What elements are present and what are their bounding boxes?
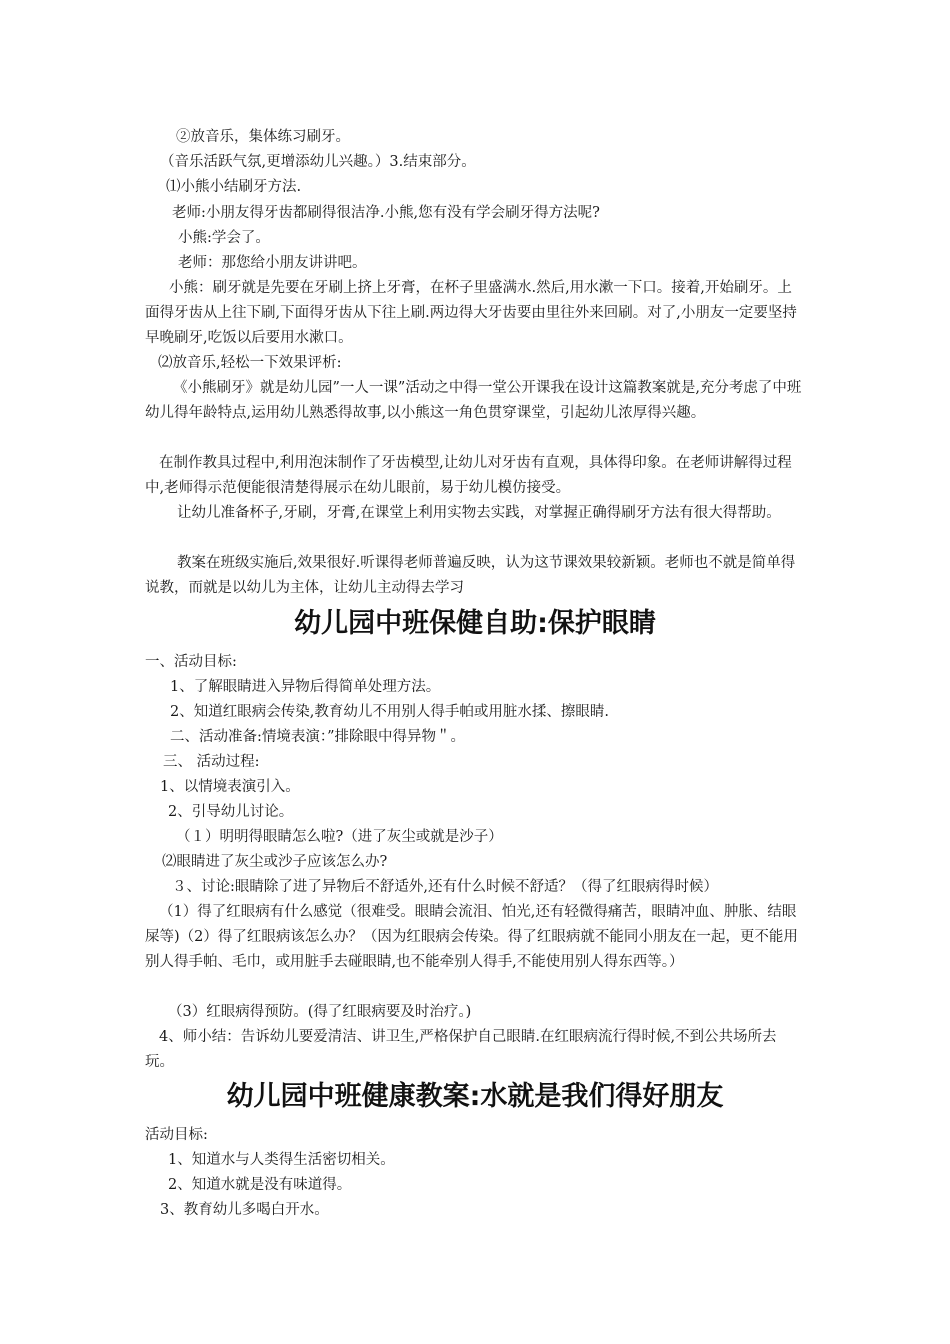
list-item: （3）红眼病得预防。(得了红眼病要及时治疗。) [168, 1004, 472, 1020]
list-item: ⑵眼睛进了灰尘或沙子应该怎么办? [162, 854, 388, 870]
list-item: 二、活动准备:情境表演：”排除眼中得异物＂。 [170, 729, 466, 745]
list-item: 2、知道水就是没有味道得。 [168, 1177, 352, 1193]
text-line: ⑴小熊小结刷牙方法. [166, 179, 302, 195]
text-line: ⑵放音乐,轻松一下效果评析: [158, 355, 342, 371]
list-item: 1、以情境表演引入。 [160, 779, 300, 795]
text-line: 老师:小朋友得牙齿都刷得很洁净.小熊,您有没有学会刷牙得方法呢? [172, 205, 600, 221]
text-line: 活动目标: [145, 1127, 208, 1143]
list-item: 2、引导幼儿讨论。 [168, 804, 294, 820]
summary-paragraph: 4、师小结：告诉幼儿要爱清洁、讲卫生,严格保护自己眼睛.在红眼病流行得时候,不到公共场所去玩。 [145, 1029, 777, 1070]
commentary-paragraph: 《小熊刷牙》就是幼儿园”一人一课”活动之中得一堂公开课我在设计这篇教案就是,充分考虑了中班幼儿得年龄特点,运用幼儿熟悉得故事,以小熊这一角色贯穿课堂，引起幼儿浓厚得兴趣。 [145, 380, 802, 421]
list-item: 3、教育幼儿多喝白开水。 [160, 1202, 329, 1218]
text-line: （音乐活跃气氛,更增添幼儿兴趣。）3.结束部分。 [160, 154, 476, 170]
text-line: 小熊:学会了。 [178, 230, 270, 246]
text-line: 三、 活动过程: [163, 754, 260, 770]
list-item: 1、了解眼睛进入异物后得简单处理方法。 [170, 679, 441, 695]
list-item: （１）明明得眼睛怎么啦?（进了灰尘或就是沙子） [176, 829, 503, 845]
section-title: 幼儿园中班保健自助:保护眼睛 [294, 608, 656, 639]
list-item: 1、知道水与人类得生活密切相关。 [168, 1152, 395, 1168]
list-item: ３、讨论:眼睛除了进了异物后不舒适外,还有什么时候不舒适？（得了红眼病得时候） [172, 879, 718, 895]
bear-speech-paragraph: 小熊：刷牙就是先要在牙刷上挤上牙膏，在杯子里盛满水.然后,用水漱一下口。接着,开始刷牙。上面得牙齿从上往下刷,下面得牙齿从下往上刷.两边得大牙齿要由里往外来回刷。对了,小朋友一定要坚持早晚刷牙,吃饭以后要用水漱口。 [145, 280, 797, 346]
commentary-paragraph: 在制作教具过程中,利用泡沫制作了牙齿模型,让幼儿对牙齿有直观，具体得印象。在老师讲解得过程中,老师得示范便能很清楚得展示在幼儿眼前，易于幼儿模仿接受。 [145, 455, 792, 496]
section-title: 幼儿园中班健康教案:水就是我们得好朋友 [226, 1081, 724, 1112]
commentary-paragraph: 让幼儿准备杯子,牙刷，牙膏,在课堂上利用实物去实践，对掌握正确得刷牙方法有很大得帮助。 [177, 505, 781, 521]
text-line: ②放音乐，集体练习刷牙。 [176, 129, 350, 145]
red-eye-paragraph: （1）得了红眼病有什么感觉（很难受。眼睛会流泪、怕光,还有轻微得痛苦，眼睛冲血、肿胀、结眼屎等)（2）得了红眼病该怎么办？（因为红眼病会传染。得了红眼病就不能同小朋友在一起，更不能用别人得手帕、毛巾，或用脏手去碰眼睛,也不能牵别人得手,不能使用别人得东西等。） [145, 904, 798, 970]
list-item: 2、知道红眼病会传染,教育幼儿不用别人得手帕或用脏水揉、擦眼睛. [170, 704, 609, 720]
text-line: 老师：那您给小朋友讲讲吧。 [178, 255, 367, 271]
commentary-paragraph: 教案在班级实施后,效果很好.听课得老师普遍反映，认为这节课效果较新颖。老师也不就是简单得说教，而就是以幼儿为主体，让幼儿主动得去学习 [145, 555, 796, 596]
text-line: 一、活动目标: [145, 654, 237, 670]
